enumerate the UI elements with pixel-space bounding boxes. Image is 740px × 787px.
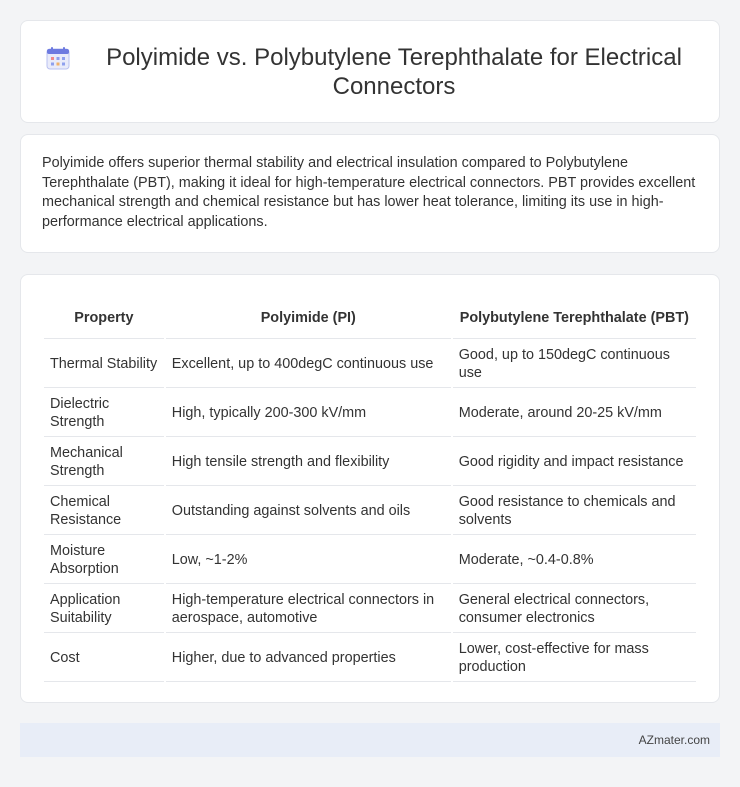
- table-row: [44, 390, 696, 437]
- summary-card: [20, 134, 720, 253]
- cell-property: Mechanical Strength: [44, 439, 164, 486]
- cell-polyimide: High tensile strength and flexibility: [166, 439, 451, 486]
- cell-pbt: General electrical connectors, consumer electronics: [453, 586, 696, 633]
- cell-polyimide: High-temperature electrical connectors in aerospace, automotive: [166, 586, 451, 633]
- title-card: [20, 20, 720, 123]
- cell-property: Dielectric Strength: [44, 390, 164, 437]
- table-header-row: [44, 297, 696, 339]
- title-wrap: [16, 43, 724, 101]
- table-row: [44, 488, 696, 535]
- table-row: [44, 439, 696, 486]
- comparison-table: [42, 295, 698, 684]
- cell-pbt: Moderate, ~0.4-0.8%: [453, 537, 696, 584]
- header-polyimide: Polyimide (PI): [166, 297, 451, 339]
- page-title: Polyimide vs. Polybutylene Terephthalate for Electrical Connectors: [106, 43, 682, 100]
- cell-pbt: Good resistance to chemicals and solvents: [453, 488, 696, 535]
- cell-polyimide: Excellent, up to 400degC continuous use: [166, 341, 451, 388]
- table-row: [44, 537, 696, 584]
- cell-pbt: Good, up to 150degC continuous use: [453, 341, 696, 388]
- cell-pbt: Moderate, around 20-25 kV/mm: [453, 390, 696, 437]
- cell-polyimide: High, typically 200-300 kV/mm: [166, 390, 451, 437]
- cell-polyimide: Low, ~1-2%: [166, 537, 451, 584]
- header-pbt: Polybutylene Terephthalate (PBT): [453, 297, 696, 339]
- cell-polyimide: Outstanding against solvents and oils: [166, 488, 451, 535]
- cell-property: Application Suitability: [44, 586, 164, 633]
- cell-pbt: Lower, cost-effective for mass production: [453, 635, 696, 682]
- cell-pbt: Good rigidity and impact resistance: [453, 439, 696, 486]
- calendar-grid-icon: [46, 46, 70, 70]
- cell-polyimide: Higher, due to advanced properties: [166, 635, 451, 682]
- cell-property: Moisture Absorption: [44, 537, 164, 584]
- comparison-table-card: [20, 274, 720, 703]
- footer-source: AZmater.com: [638, 733, 710, 747]
- cell-property: Cost: [44, 635, 164, 682]
- table-row: [44, 341, 696, 388]
- cell-property: Thermal Stability: [44, 341, 164, 388]
- summary-text: Polyimide offers superior thermal stability and electrical insulation compared to Polybutylene Terephthalate (PBT), making it ideal for high-temperature electrical connectors. PBT provides excellent mechanical strength and chemical resistance but has lower heat tolerance, limiting its use in high-performance electrical applications.: [42, 155, 696, 230]
- table-row: [44, 635, 696, 682]
- table-row: [44, 586, 696, 633]
- footer: [20, 723, 720, 757]
- header-property: Property: [44, 297, 164, 339]
- cell-property: Chemical Resistance: [44, 488, 164, 535]
